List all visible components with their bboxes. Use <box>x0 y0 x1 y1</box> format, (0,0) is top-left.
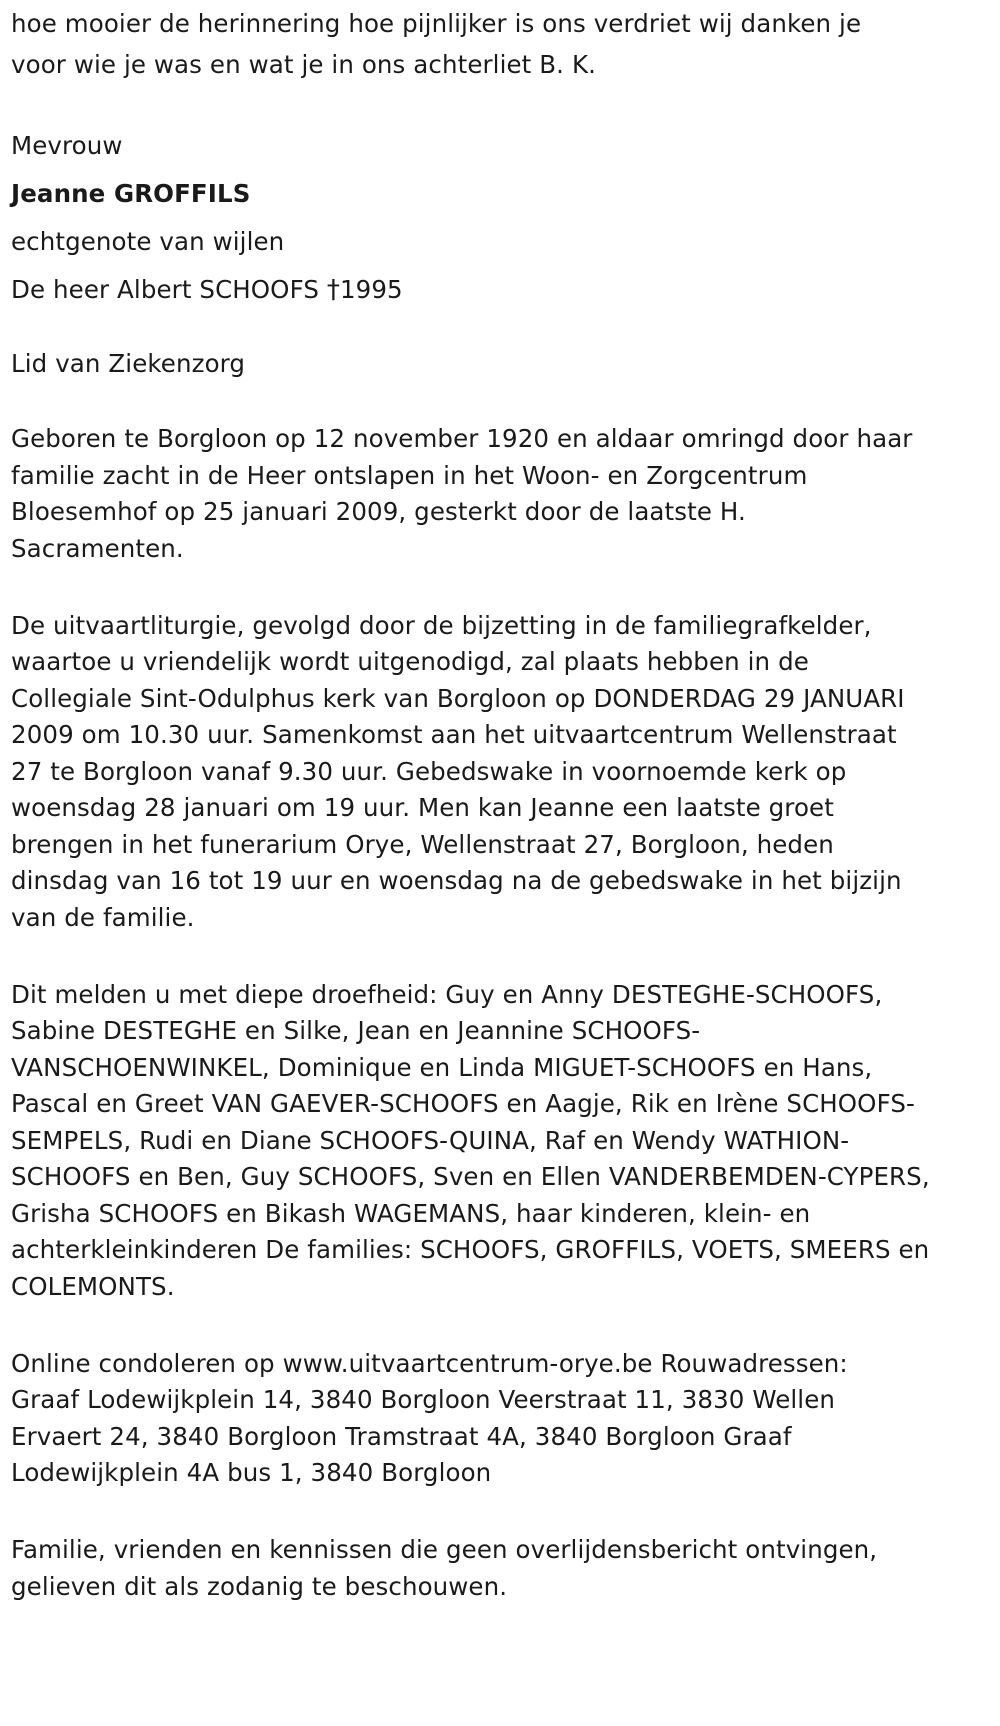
funeral-line: De uitvaartliturgie, gevolgd door de bijzetting in de familiegrafkelder, <box>11 610 872 640</box>
funeral-line: dinsdag van 16 tot 19 uur en woensdag na de gebedswake in het bijzijn <box>11 866 902 895</box>
family-line: achterkleinkinderen De families: SCHOOFS, GROFFILS, VOETS, SMEERS en <box>11 1235 930 1264</box>
funeral-line: woensdag 28 januari om 19 uur. Men kan Jeanne een laatste groet <box>11 793 834 822</box>
birth-death-line: Geboren te Borgloon op 12 november 1920 en aldaar omringd door haar <box>11 424 913 453</box>
family-line: SCHOOFS en Ben, Guy SCHOOFS, Sven en Ellen VANDERBEMDEN-CYPERS, <box>11 1162 930 1191</box>
funeral-line: Collegiale Sint-Odulphus kerk van Borgloon op DONDERDAG 29 JANUARI <box>11 683 905 713</box>
family-line: COLEMONTS. <box>11 1271 175 1301</box>
funeral-line: 27 te Borgloon vanaf 9.30 uur. Gebedswake in voornoemde kerk op <box>11 756 847 786</box>
birth-death-line: Bloesemhof op 25 januari 2009, gesterkt door de laatste H. <box>11 497 746 526</box>
deceased-block <box>11 122 993 314</box>
spouse-line <box>11 266 993 314</box>
deceased-relation: echtgenote van wijlen <box>11 226 285 256</box>
intro-line: hoe mooier de herinnering hoe pijnlijker is ons verdriet wij danken je <box>11 9 862 38</box>
obituary-document <box>11 4 993 1646</box>
membership-line: Lid van Ziekenzorg <box>11 349 246 378</box>
funeral-line: 2009 om 10.30 uur. Samenkomst aan het uitvaartcentrum Wellenstraat <box>11 720 897 749</box>
funeral-line: van de familie. <box>11 902 195 932</box>
condolences-paragraph <box>11 1346 993 1492</box>
family-line: Pascal en Greet VAN GAEVER-SCHOOFS en Aagje, Rik en Irène SCHOOFS- <box>11 1089 915 1118</box>
birth-death-paragraph <box>11 421 993 567</box>
family-line: Grisha SCHOOFS en Bikash WAGEMANS, haar kinderen, klein- en <box>11 1198 811 1228</box>
family-line: SEMPELS, Rudi en Diane SCHOOFS-QUINA, Raf en Wendy WATHION- <box>11 1125 850 1155</box>
closing-line: gelieven dit als zodanig te beschouwen. <box>11 1571 508 1601</box>
family-line: Sabine DESTEGHE en Silke, Jean en Jeannine SCHOOFS- <box>11 1016 701 1045</box>
closing-line: Familie, vrienden en kennissen die geen overlijdensbericht ontvingen, <box>11 1535 878 1564</box>
condolences-line: Online condoleren op www.uitvaartcentrum-orye.be Rouwadressen: <box>11 1348 848 1378</box>
condolences-line: Lodewijkplein 4A bus 1, 3840 Borgloon <box>11 1458 492 1487</box>
funeral-line: waartoe u vriendelijk wordt uitgenodigd, zal plaats hebben in de <box>11 647 809 676</box>
family-paragraph <box>11 977 993 1306</box>
deceased-title: Mevrouw <box>11 130 123 160</box>
birth-death-line: familie zacht in de Heer ontslapen in het Woon- en Zorgcentrum <box>11 460 808 490</box>
intro-line: voor wie je was en wat je in ons achterliet B. K. <box>11 49 596 79</box>
intro-verse <box>11 4 993 85</box>
birth-death-line: Sacramenten. <box>11 533 184 563</box>
membership-paragraph <box>11 344 993 385</box>
funeral-paragraph <box>11 608 993 937</box>
condolences-line: Graaf Lodewijkplein 14, 3840 Borgloon Veerstraat 11, 3830 Wellen <box>11 1385 836 1414</box>
spouse-name: De heer Albert SCHOOFS <box>11 274 319 304</box>
deceased-name: Jeanne GROFFILS <box>11 178 251 208</box>
condolences-line: Ervaert 24, 3840 Borgloon Tramstraat 4A, 3840 Borgloon Graaf <box>11 1421 792 1451</box>
cross-icon: † <box>326 274 340 305</box>
family-line: Dit melden u met diepe droefheid: Guy en Anny DESTEGHE-SCHOOFS, <box>11 979 883 1009</box>
funeral-line: brengen in het funerarium Orye, Wellenstraat 27, Borgloon, heden <box>11 829 834 859</box>
family-line: VANSCHOENWINKEL, Dominique en Linda MIGUET-SCHOOFS en Hans, <box>11 1052 873 1082</box>
spouse-death-year: 1995 <box>339 274 403 304</box>
closing-paragraph <box>11 1532 993 1605</box>
